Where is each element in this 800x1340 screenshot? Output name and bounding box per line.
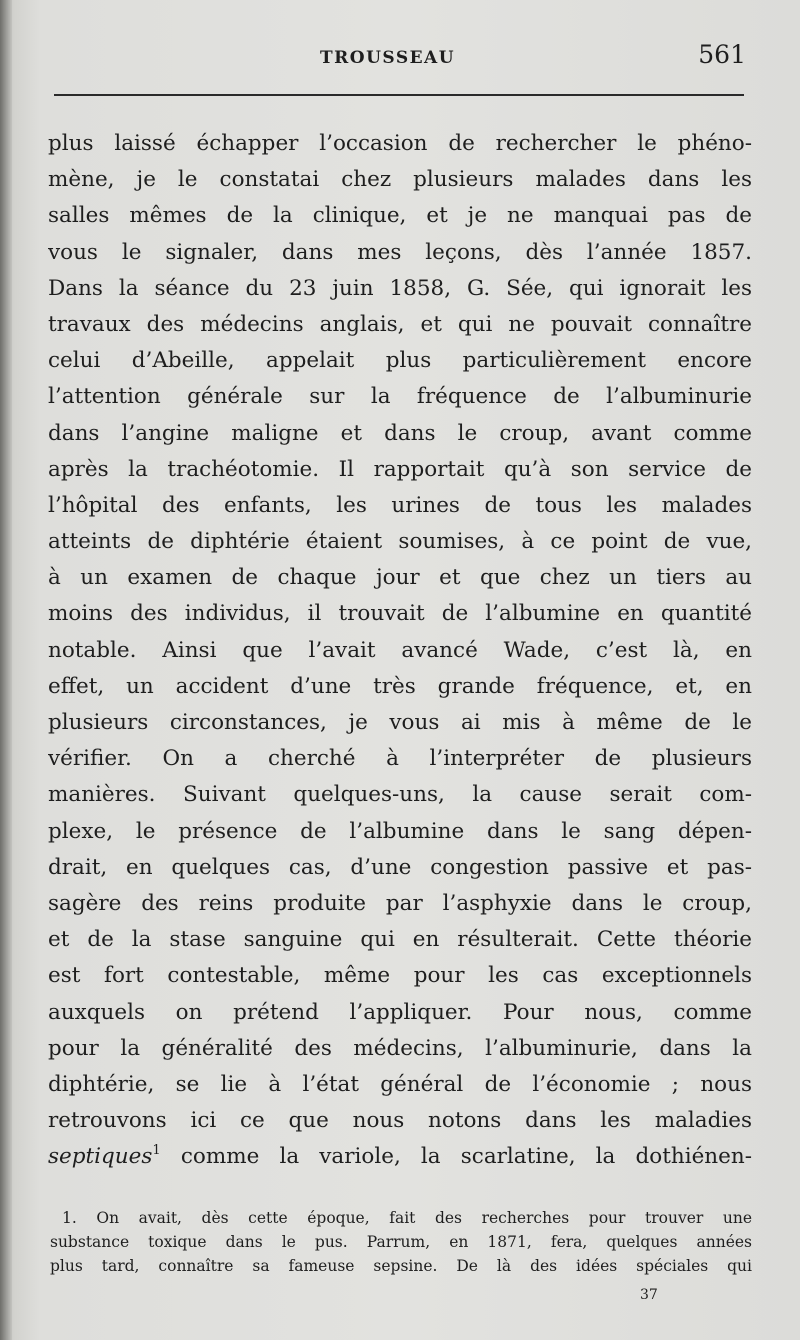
footnotes bbox=[50, 1206, 752, 1278]
text-line: vous le signaler, dans mes leçons, dès l’année 1857. bbox=[48, 239, 752, 265]
text-line: l’hôpital des enfants, les urines de tous les malades bbox=[48, 492, 752, 518]
text-line: salles mêmes de la clinique, et je ne manquai pas de bbox=[48, 203, 752, 229]
page-number: 561 bbox=[698, 40, 746, 69]
running-head: TROUSSEAU bbox=[320, 48, 456, 68]
text-line: retrouvons ici ce que nous notons dans les maladies bbox=[48, 1108, 752, 1134]
text-line: pour la généralité des médecins, l’albuminurie, dans la bbox=[48, 1035, 752, 1061]
text-line: après la trachéotomie. Il rapportait qu’à son service de bbox=[48, 456, 752, 482]
text-line: à un examen de chaque jour et que chez un tiers au bbox=[48, 565, 752, 591]
text-line: notable. Ainsi que l’avait avancé Wade, c’est là, en bbox=[48, 637, 752, 663]
text-line: plusieurs circonstances, je vous ai mis à même de le bbox=[48, 710, 752, 735]
text-line: plus laissé échapper l’occasion de rechercher le phéno- bbox=[48, 131, 752, 156]
text-line: l’attention générale sur la fréquence de l’albuminurie bbox=[48, 384, 752, 410]
italic-word: septiques bbox=[48, 1144, 153, 1170]
footnote-reference: 1 bbox=[152, 1143, 161, 1159]
text-line: plexe, le présence de l’albumine dans le sang dépen- bbox=[48, 818, 752, 844]
page-binding-shadow bbox=[0, 0, 12, 1340]
text-line: et de la stase sanguine qui en résulterait. Cette théorie bbox=[48, 927, 752, 953]
text-line: est fort contestable, même pour les cas exceptionnels bbox=[48, 963, 752, 989]
text-line: celui d’Abeille, appelait plus particulièrement encore bbox=[48, 348, 752, 374]
header-rule bbox=[54, 94, 744, 96]
text-line: sagère des reins produite par l’asphyxie dans le croup, bbox=[48, 890, 752, 916]
text-line: drait, en quelques cas, d’une congestion passive et pas- bbox=[48, 854, 752, 880]
text-line: dans l’angine maligne et dans le croup, avant comme bbox=[48, 420, 752, 446]
footnote-line: plus tard, connaître sa fameuse sepsine. De là des idées spéciales qui bbox=[50, 1257, 752, 1275]
text-line-last bbox=[48, 1139, 752, 1175]
footnote-line: substance toxique dans le pus. Parrum, en 1871, fera, quelques années bbox=[50, 1233, 752, 1251]
text-line: moins des individus, il trouvait de l’albumine en quantité bbox=[48, 601, 752, 627]
text-line: travaux des médecins anglais, et qui ne pouvait connaître bbox=[48, 311, 752, 337]
footnote-line: 1. On avait, dès cette époque, fait des recherches pour trouver une bbox=[62, 1209, 752, 1227]
signature-mark: 37 bbox=[640, 1287, 658, 1303]
text-line: manières. Suivant quelques-uns, la cause serait com- bbox=[48, 782, 752, 808]
text-line: Dans la séance du 23 juin 1858, G. Sée, qui ignorait les bbox=[48, 275, 752, 301]
last-line-rest: comme la variole, la scarlatine, la dothiénen- bbox=[160, 1144, 752, 1170]
text-line: vérifier. On a cherché à l’interpréter de plusieurs bbox=[48, 746, 752, 772]
page-header bbox=[50, 40, 750, 80]
text-line: atteints de diphtérie étaient soumises, à ce point de vue, bbox=[48, 529, 752, 555]
text-line: auxquels on prétend l’appliquer. Pour nous, comme bbox=[48, 999, 752, 1025]
text-line: effet, un accident d’une très grande fréquence, et, en bbox=[48, 673, 752, 699]
body-text bbox=[48, 126, 752, 1175]
text-line: diphtérie, se lie à l’état général de l’économie ; nous bbox=[48, 1071, 752, 1097]
text-line: mène, je le constatai chez plusieurs malades dans les bbox=[48, 167, 752, 193]
